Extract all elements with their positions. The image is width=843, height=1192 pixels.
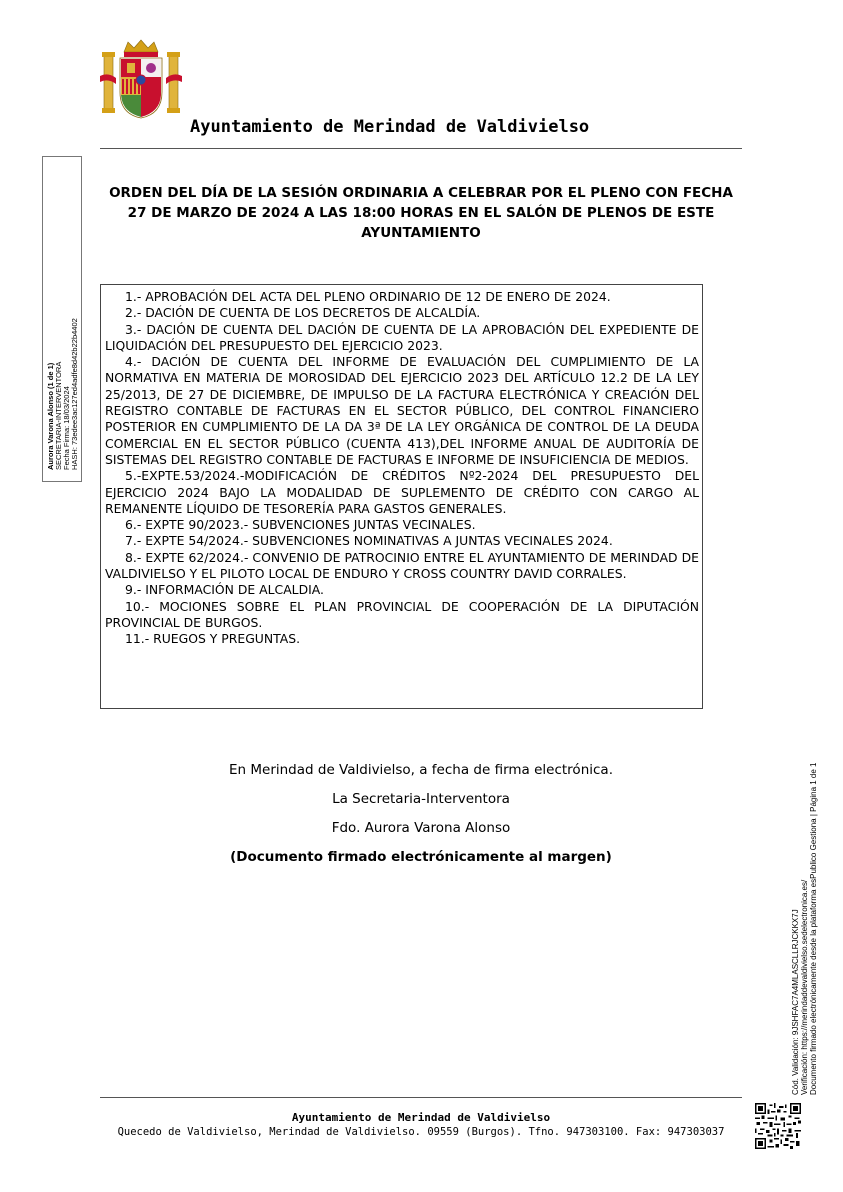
closing-signed-by: Fdo. Aurora Varona Alonso xyxy=(331,820,511,836)
agenda-item: 7.- EXPTE 54/2024.- SUBVENCIONES NOMINATIVAS A JUNTAS VECINALES 2024. xyxy=(125,533,613,549)
closing-role: La Secretaria-Interventora xyxy=(332,791,510,807)
verification-strip xyxy=(791,763,818,1096)
platform-note: Documento firmado electrónicamente desde la plataforma esPublico Gestiona | Página 1 de 1 xyxy=(809,762,818,1095)
qr-code-icon xyxy=(755,1103,801,1149)
signature-hash: HASH: 73edee3ac127ed4adfe8d42b22b4402 xyxy=(70,318,79,470)
validation-code: Cód. Validación: 9JSHFAC7A4MLASCLLRJCKKX7J xyxy=(791,909,800,1095)
signature-stamp-text xyxy=(47,170,79,470)
signer-role: SECRETARIA-INTERVENTORA xyxy=(54,361,63,470)
footer-divider xyxy=(100,1097,742,1098)
signer-name: Aurora Varona Alonso (1 de 1) xyxy=(46,362,55,470)
agenda-box xyxy=(100,284,703,709)
footer-address: Quecedo de Valdivielso, Merindad de Valdivielso. 09559 (Burgos). Tfno. 947303100. Fax: 947303037 xyxy=(117,1126,725,1138)
agenda-item: 5.-EXPTE.53/2024.-MODIFICACIÓN DE CRÉDITOS Nº2-2024 DEL PRESUPUESTO DEL EJERCICIO 2024 BAJO LA MODALIDAD DE SUPLEMENTO DE CRÉDITO CON CARGO AL REMANENTE LÍQUIDO DE TESORERÍA PARA GASTOS GENERALES. xyxy=(105,468,699,516)
organization-title: Ayuntamiento de Merindad de Valdivielso xyxy=(190,117,590,137)
agenda-item: 2.- DACIÓN DE CUENTA DE LOS DECRETOS DE ALCALDÍA. xyxy=(125,305,481,321)
signature-stamp-box xyxy=(42,156,82,482)
agenda-item: 1.- APROBACIÓN DEL ACTA DEL PLENO ORDINARIO DE 12 DE ENERO DE 2024. xyxy=(125,289,611,304)
agenda-item: 10.- MOCIONES SOBRE EL PLAN PROVINCIAL DE COOPERACIÓN DE LA DIPUTACIÓN PROVINCIAL DE BURGOS. xyxy=(105,598,699,630)
agenda-item: 6.- EXPTE 90/2023.- SUBVENCIONES JUNTAS VECINALES. xyxy=(125,517,476,533)
agenda-item: 8.- EXPTE 62/2024.- CONVENIO DE PATROCINIO ENTRE EL AYUNTAMIENTO DE MERINDAD DE VALDIVIELSO Y EL PILOTO LOCAL DE ENDURO Y CROSS COUNTRY DAVID CORRALES. xyxy=(105,549,699,582)
signature-date: Fecha Firma: 18/03/2024 xyxy=(62,386,71,470)
agenda-item: 11.- RUEGOS Y PREGUNTAS. xyxy=(125,631,301,647)
closing-place-date: En Merindad de Valdivielso, a fecha de firma electrónica. xyxy=(228,762,613,778)
footer-organization: Ayuntamiento de Merindad de Valdivielso xyxy=(291,1111,551,1124)
verification-url[interactable]: Verificación: https://merindaddevaldivielso.sedelectronica.es/ xyxy=(800,879,809,1095)
agenda-item: 3.- DACIÓN DE CUENTA DEL DACIÓN DE CUENTA DE LA APROBACIÓN DEL EXPEDIENTE DE LIQUIDACIÓN DEL PRESUPUESTO DEL EJERCICIO 2023. xyxy=(105,321,699,353)
header-divider xyxy=(100,148,742,149)
agenda-item: 4.- DACIÓN DE CUENTA DEL INFORME DE EVALUACIÓN DEL CUMPLIMIENTO DE LA NORMATIVA EN MATERIA DE MOROSIDAD DEL EJERCICIO 2023 DEL ARTÍCULO 12.2 DE LA LEY 25/2013, DE 27 DE DICIEMBRE, DE IMPULSO DE LA FACTURA ELECTRÓNICA Y CREACIÓN DEL REGISTRO CONTABLE DE FACTURAS EN EL SECTOR PÚBLICO, DEL CONTROL FINANCIERO POSTERIOR EN CUMPLIMIENTO DE LA DA 3ª DE LA LEY ORGÁNICA DE CONTROL DE LA DEUDA COMERCIAL EN EL SECTOR PÚBLICO (CUENTA 413),DEL INFORME ANUAL DE AUDITORÍA DE SISTEMAS DEL REGISTRO CONTABLE DE FACTURAS E INFORME DE INSUFICIENCIA DE MEDIOS. xyxy=(105,354,699,467)
agenda-item: 9.- INFORMACIÓN DE ALCALDIA. xyxy=(125,582,324,598)
closing-note: (Documento firmado electrónicamente al margen) xyxy=(230,849,612,865)
document-title: ORDEN DEL DÍA DE LA SESIÓN ORDINARIA A CELEBRAR POR EL PLENO CON FECHA 27 DE MARZO DE 2024 A LAS 18:00 HORAS EN EL SALÓN DE PLENOS DE ESTE AYUNTAMIENTO xyxy=(109,185,733,241)
coat-of-arms-emblem xyxy=(100,38,182,122)
